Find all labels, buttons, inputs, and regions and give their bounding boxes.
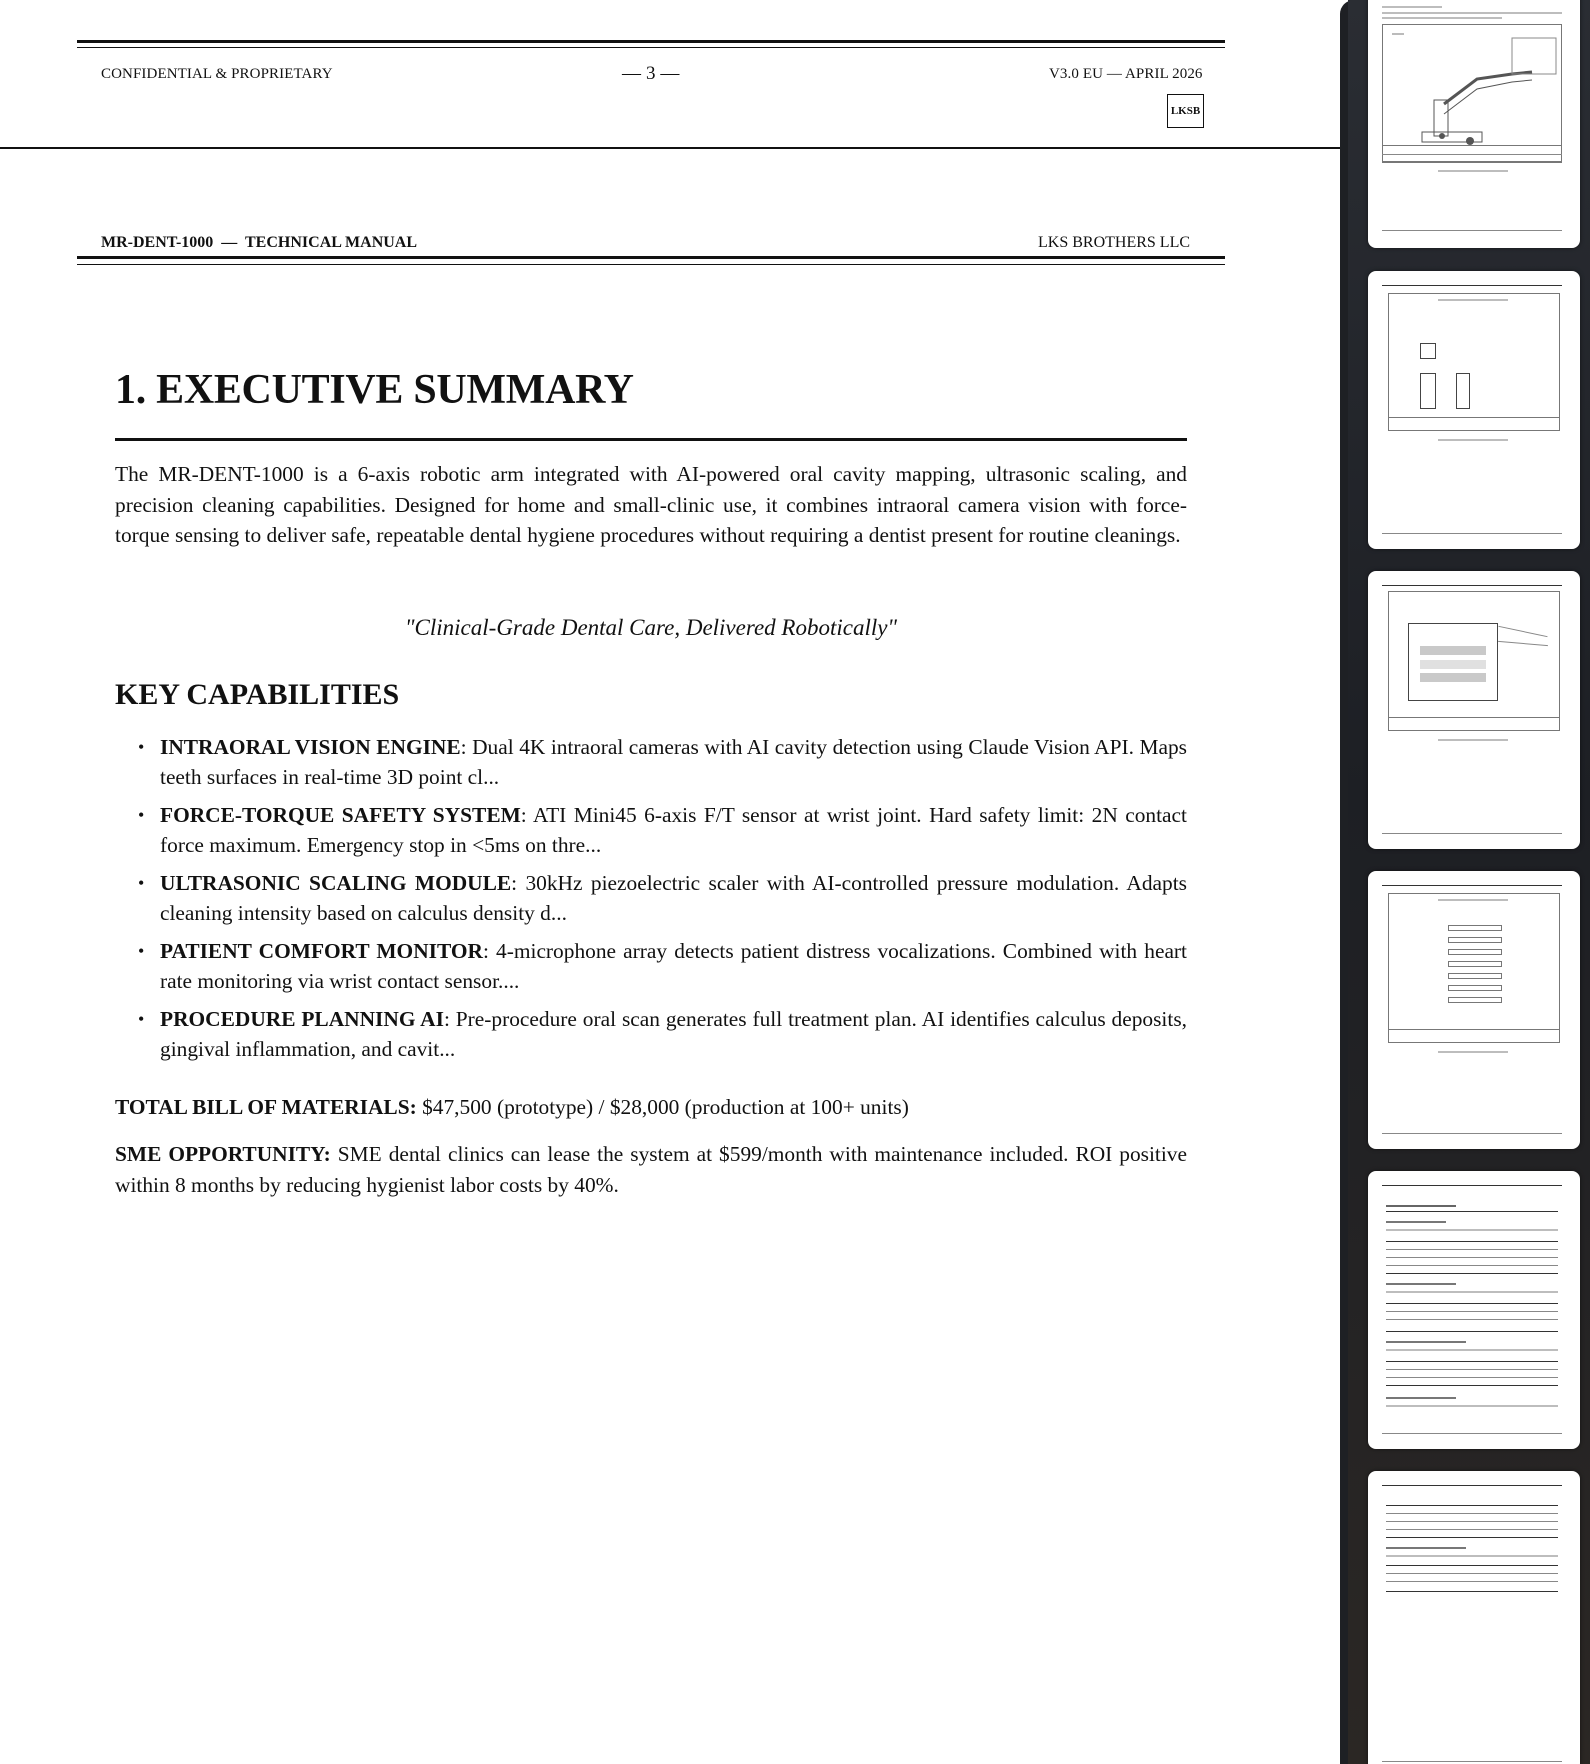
- capability-text: : 30kHz piezoelectric scaler with AI-controlled pressure modulation. Adapts cleaning intensity based on calculus density d...: [160, 871, 1188, 925]
- page-boundary: [0, 147, 1348, 149]
- capabilities-list: [115, 733, 1187, 1073]
- drawing-frame: [1388, 293, 1560, 431]
- page-thumbnail-8[interactable]: [1368, 1471, 1580, 1764]
- intro-paragraph: The MR-DENT-1000 is a 6-axis robotic arm integrated with AI-powered oral cavity mapping, ultrasonic scaling, and precision cleaning capabilities. Designed for home and small-clinic use, it combines intraoral camera vision with force-torque sensing to deliver safe, repeatable dental hygiene procedures without requiring a dentist present for routine cleanings.: [115, 462, 1187, 547]
- running-header-title: MR-DENT-1000 — TECHNICAL MANUAL: [101, 234, 418, 251]
- capabilities-heading: KEY CAPABILITIES: [115, 678, 400, 711]
- capability-item: [115, 937, 1187, 996]
- capability-text: : 4-microphone array detects patient distress vocalizations. Combined with heart rate monitoring via wrist contact sensor....: [160, 939, 1188, 993]
- capability-title: FORCE-TORQUE SAFETY SYSTEM: [160, 803, 521, 827]
- capability-text: : Dual 4K intraoral cameras with AI cavity detection using Claude Vision API. Maps teeth surfaces in real-time 3D point cl...: [160, 735, 1187, 789]
- section-title: 1. EXECUTIVE SUMMARY: [115, 367, 634, 413]
- footer-version: V3.0 EU — APRIL 2026: [1049, 66, 1203, 82]
- capability-item: [115, 733, 1187, 792]
- footer-confidential: CONFIDENTIAL & PROPRIETARY: [101, 66, 333, 82]
- bullet-marker: •: [138, 1009, 145, 1029]
- company-stamp: LKSB: [1167, 94, 1204, 128]
- drawing-frame: [1388, 893, 1560, 1043]
- bullet-marker: •: [138, 941, 145, 961]
- sme-text: SME dental clinics can lease the system at $599/month with maintenance included. ROI positive within 8 months by reducing hygienist labor costs by 40%.: [115, 1142, 1187, 1197]
- capability-title: PROCEDURE PLANNING AI: [160, 1007, 444, 1031]
- section-title-rule: [115, 438, 1187, 441]
- capability-text: : ATI Mini45 6-axis F/T sensor at wrist joint. Hard safety limit: 2N contact force maximum. Emergency stop in <5ms on thre...: [160, 803, 1187, 857]
- capability-title: INTRAORAL VISION ENGINE: [160, 735, 461, 759]
- page-thumbnail-3[interactable]: [1368, 0, 1580, 248]
- header-rule-thin: [77, 264, 1225, 265]
- bom-label: TOTAL BILL OF MATERIALS:: [115, 1095, 417, 1119]
- header-rule-thick: [77, 256, 1225, 259]
- capability-text: : Pre-procedure oral scan generates full treatment plan. AI identifies calculus deposits, gingival inflammation, and cavit...: [160, 1007, 1187, 1061]
- footer-page-number: — 3 —: [622, 63, 680, 84]
- page-thumbnail-6[interactable]: [1368, 871, 1580, 1149]
- capability-title: PATIENT COMFORT MONITOR: [160, 939, 483, 963]
- footer-rule-thick: [77, 40, 1225, 43]
- footer-rule-thin: [77, 47, 1225, 48]
- running-header-company: LKS BROTHERS LLC: [1038, 234, 1191, 251]
- robot-arm-sketch: [1382, 24, 1562, 162]
- capability-item: [115, 801, 1187, 860]
- bullet-marker: •: [138, 737, 145, 757]
- bom-text: $47,500 (prototype) / $28,000 (production at 100+ units): [416, 1095, 909, 1119]
- page-thumbnail-5[interactable]: [1368, 571, 1580, 849]
- bom-paragraph: [115, 1092, 1187, 1123]
- capability-item: [115, 1005, 1187, 1064]
- capability-item: [115, 869, 1187, 928]
- sme-paragraph: [115, 1139, 1187, 1200]
- sme-label: SME OPPORTUNITY:: [115, 1142, 331, 1166]
- page-thumbnail-sidebar[interactable]: [1348, 0, 1590, 1764]
- bullet-marker: •: [138, 805, 145, 825]
- tagline: "Clinical-Grade Dental Care, Delivered Robotically": [404, 615, 898, 640]
- capability-title: ULTRASONIC SCALING MODULE: [160, 871, 512, 895]
- bullet-marker: •: [138, 873, 145, 893]
- page-thumbnail-7[interactable]: [1368, 1171, 1580, 1449]
- page-thumbnail-4[interactable]: [1368, 271, 1580, 549]
